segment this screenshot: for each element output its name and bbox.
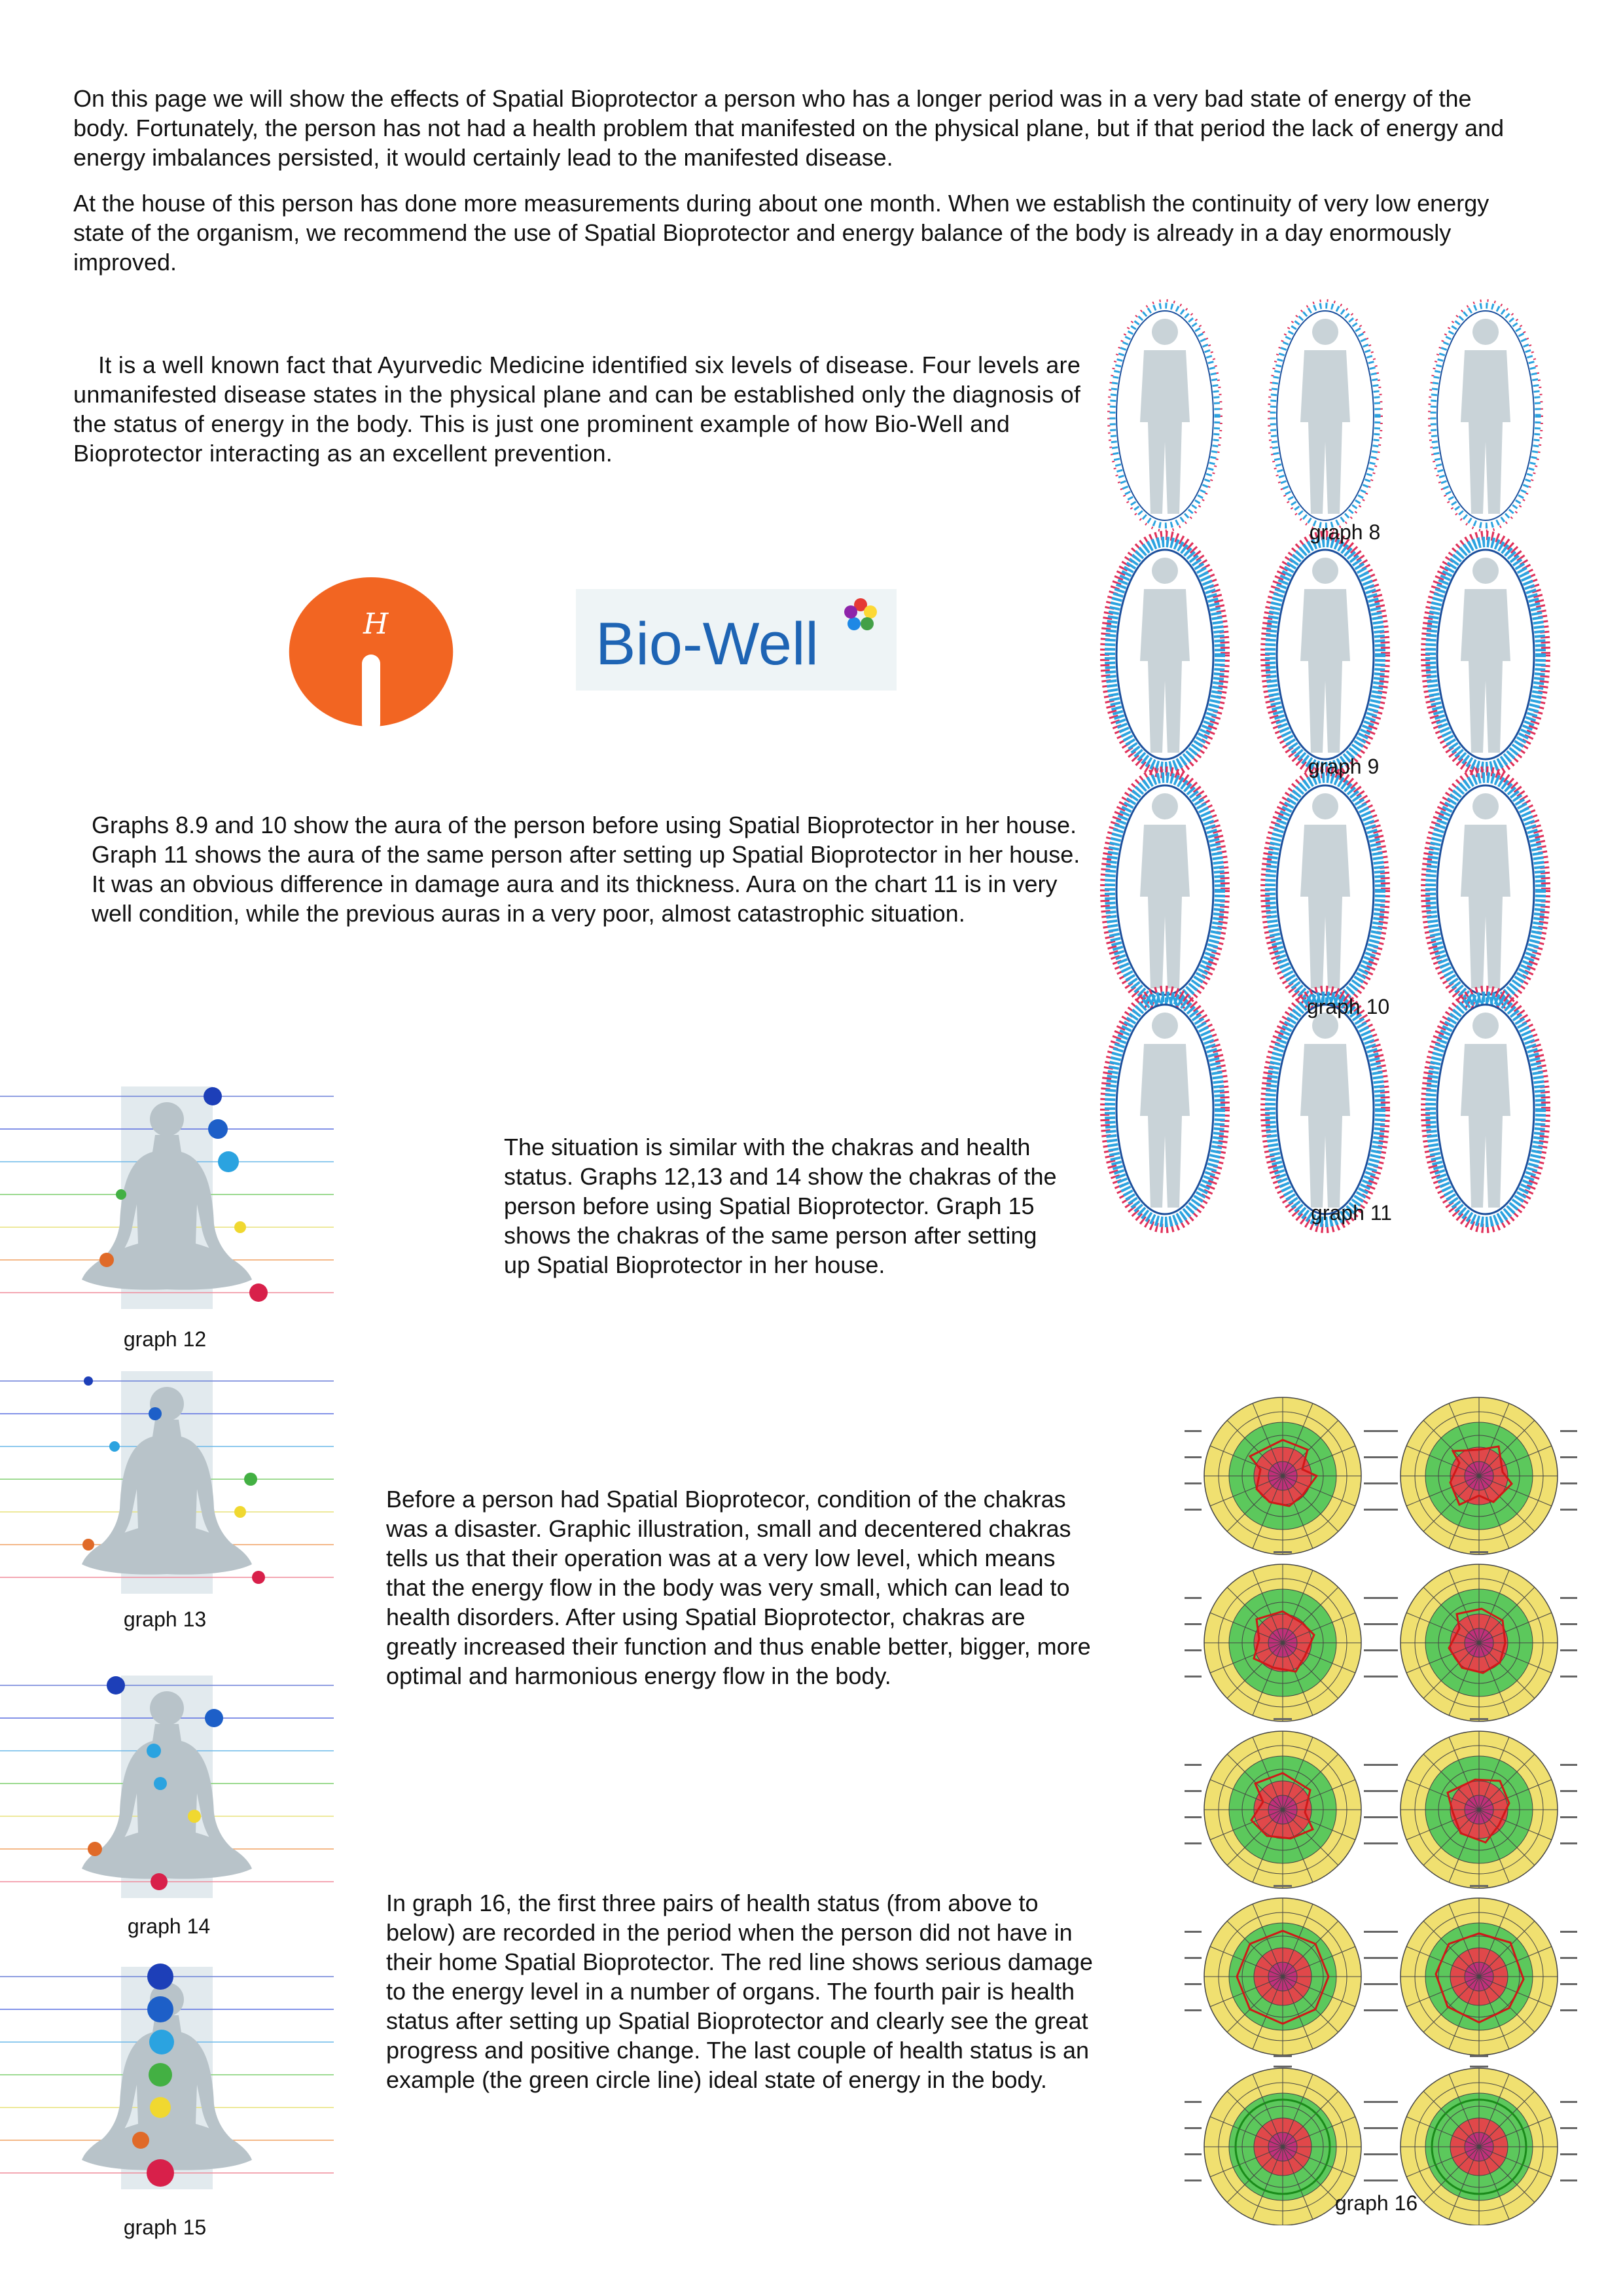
graph-16-health-status (1178, 1388, 1584, 2225)
graph-10-caption: graph 10 (1306, 995, 1390, 1018)
disaster-paragraph: Before a person had Spatial Bioprotecor, condition of the chakras was a disaster. Graphic illustration, small and decentered chakras tells us that their operation was at a very low level, which means that the energy flow in the body was very small, which can lead to health disorders. After using Spatial Bioprotector, chakras are greatly increased their function and thus enable better, bigger, more optimal and harmonious energy flow in the body. (386, 1486, 1091, 1689)
graph-14-caption: graph 14 (127, 1914, 211, 1938)
intro-paragraph-1: On this page we will show the effects of Spatial Bioprotector a person who has a longer period was in a very bad state of energy of the body. Fortunately, the person has not had a health problem that manifested on the physical plane, but if that period the lack of energy and energy imbalances persisted, it would certainly lead to the manifested disease. (73, 85, 1505, 171)
logo-mark-text: H (363, 607, 389, 641)
graph-14-chakras (0, 1669, 334, 1918)
graph-16-caption: graph 16 (1334, 2191, 1418, 2215)
graph-11-caption: graph 11 (1311, 1201, 1392, 1225)
graph-8-caption: graph 8 (1309, 520, 1381, 544)
graph-9-auras (1105, 535, 1546, 774)
graph-11-auras (1105, 990, 1546, 1229)
chakra-paragraph: The situation is similar with the chakras and health status. Graphs 12,13 and 14 show the chakras of the person before using Spatial Bioprotector. Graph 15 shows the chakras of the same person after setting up Spatial Bioprotector in her house. (504, 1134, 1057, 1278)
ayurveda-paragraph: It is a well known fact that Ayurvedic Medicine identified six levels of disease. Four levels are unmanifested disease states in the physical plane and can be established only the diagnosis of the status of energy in the body. This is just one prominent example of how Bio-Well and Bioprotector interacting as an excellent prevention. (73, 351, 1081, 467)
intro-paragraph-2: At the house of this person has done more measurements during about one month. When we establish the continuity of very low energy state of the organism, we recommend the use of Spatial Bioprotector and energy balance of the body is already in a day enormously improved. (73, 190, 1489, 276)
graph-12-caption: graph 12 (123, 1327, 207, 1351)
graph-15-caption: graph 15 (123, 2215, 207, 2239)
biowell-logo (576, 589, 897, 691)
graph-15-chakras (0, 1960, 334, 2212)
graph-8-auras (1109, 300, 1542, 531)
aura-paragraph: Graphs 8.9 and 10 show the aura of the person before using Spatial Bioprotector in her house. Graph 11 shows the aura of the same person after setting up Spatial Bioprotector in her house. It was an obvious difference in damage aura and its thickness. Aura on the chart 11 is in very well condition, while the previous auras in a very poor, almost catastrophic situation. (92, 812, 1080, 927)
graph-13-chakras (0, 1365, 334, 1613)
graph-12-chakras (0, 1080, 334, 1329)
graph16-paragraph: In graph 16, the first three pairs of health status (from above to below) are recorded in the period when the person did not have in their home Spatial Bioprotector. The red line shows serious damage to the energy level in a number of organs. The fourth pair is health status after setting up Spatial Bioprotector and clearly see the great progress and positive change. The last couple of health status is an example (the green circle line) ideal state of energy in the body. (386, 1890, 1093, 2093)
graph-9-caption: graph 9 (1308, 755, 1380, 778)
flower-icon (844, 598, 877, 630)
graph-10-auras (1105, 771, 1546, 1009)
graph-13-caption: graph 13 (123, 1607, 207, 1631)
orange-logo (288, 575, 455, 728)
biowell-logo-text: Bio-Well (596, 611, 819, 677)
